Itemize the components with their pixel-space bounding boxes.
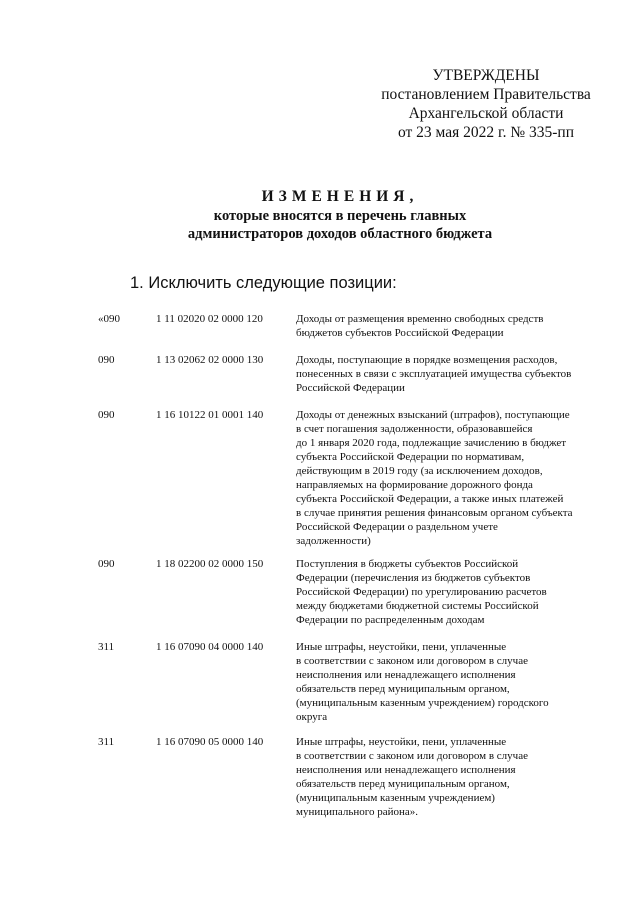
budget-classification-code: 1 16 10122 01 0001 140 bbox=[156, 409, 264, 421]
income-description: Иные штрафы, неустойки, пени, уплаченные в соответствии с законом или договором в случае неисполнения или ненадлежащего исполнения обязательств перед муниципальным органом, (муниципальным казенным учреждением) городского округа bbox=[296, 641, 549, 723]
admin-code: 311 bbox=[98, 736, 115, 748]
title-main: ИЗМЕНЕНИЯ, bbox=[261, 188, 419, 205]
approval-date: от 23 мая 2022 г. № 335-пп bbox=[397, 124, 575, 141]
title-subtitle: которые вносятся в перечень главных bbox=[213, 208, 467, 224]
income-description: Доходы от денежных взысканий (штрафов), поступающие в счет погашения задолженности, образовавшейся до 1 января 2020 года, подлежащие зачислению в бюджет субъекта Российской Федерации по нормативам, действующим в 2019 году (за исключением доходов, направляемых на формирование дорожного фонда субъекта Российской Федерации, а также иных платежей в случае принятия решения финансовым органом субъекта Российской Федерации о раздельном учете задолженности) bbox=[296, 409, 573, 547]
section-heading: 1. Исключить следующие позиции: bbox=[130, 274, 397, 292]
title-subtitle: администраторов доходов областного бюджета bbox=[187, 226, 493, 242]
budget-classification-code: 1 16 07090 04 0000 140 bbox=[156, 641, 264, 653]
admin-code: 090 bbox=[98, 354, 115, 366]
admin-code: 090 bbox=[98, 409, 115, 421]
admin-code: 311 bbox=[98, 641, 115, 653]
approval-line: постановлением Правительства bbox=[381, 86, 591, 103]
income-description: Доходы, поступающие в порядке возмещения расходов, понесенных в связи с эксплуатацией имущества субъектов Российской Федерации bbox=[296, 354, 572, 394]
approval-stamp bbox=[366, 66, 606, 142]
approval-title: УТВЕРЖДЕНЫ bbox=[432, 67, 540, 84]
admin-code: 090 bbox=[98, 558, 115, 570]
approval-line: Архангельской области bbox=[408, 105, 564, 122]
document-title bbox=[60, 187, 620, 243]
budget-classification-code: 1 18 02200 02 0000 150 bbox=[156, 558, 264, 570]
budget-classification-code: 1 11 02020 02 0000 120 bbox=[156, 313, 263, 325]
budget-classification-code: 1 16 07090 05 0000 140 bbox=[156, 736, 264, 748]
income-description: Иные штрафы, неустойки, пени, уплаченные в соответствии с законом или договором в случае неисполнения или ненадлежащего исполнения обязательств перед муниципальным органом, (муниципальным казенным учреждением) муниципального района». bbox=[296, 736, 528, 818]
income-description: Доходы от размещения временно свободных средств бюджетов субъектов Российской Федерации bbox=[296, 313, 544, 339]
income-description: Поступления в бюджеты субъектов Российской Федерации (перечисления из бюджетов субъектов Российской Федерации) по урегулированию расчетов между бюджетами бюджетной системы Российской Федерации по распределенным доходам bbox=[296, 558, 547, 626]
budget-classification-code: 1 13 02062 02 0000 130 bbox=[156, 354, 264, 366]
admin-code: «090 bbox=[98, 313, 120, 325]
